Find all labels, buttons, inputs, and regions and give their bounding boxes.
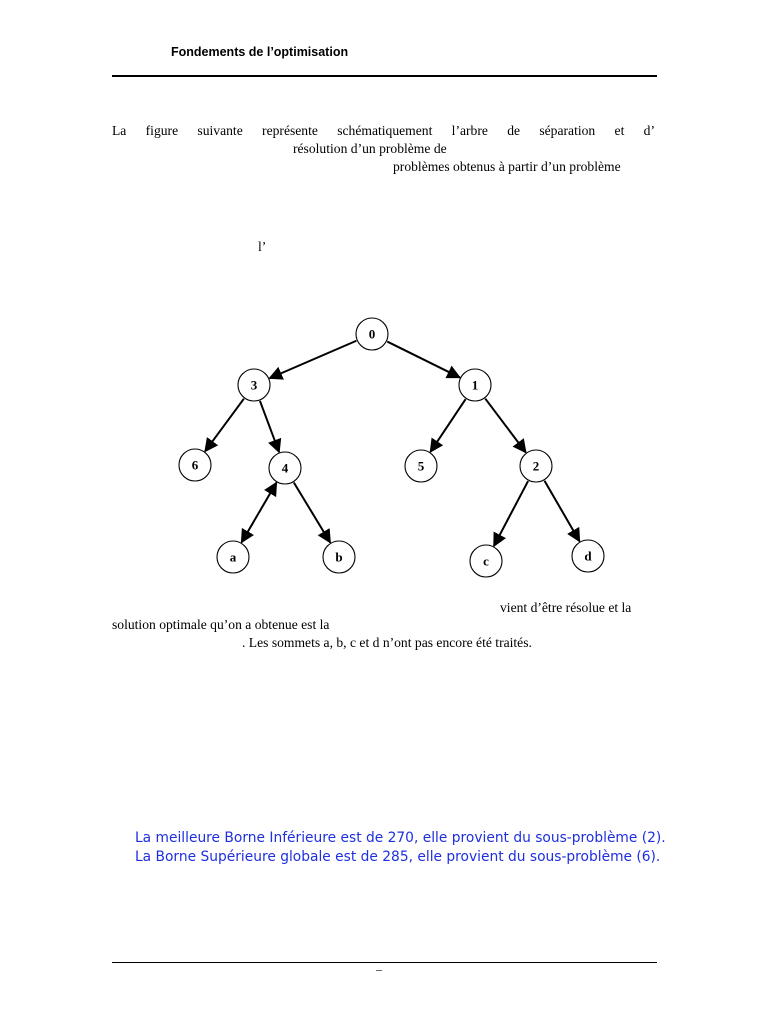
- tree-node-label: 3: [250, 377, 258, 393]
- status-line-1: vient d’être résolue et la: [500, 600, 632, 615]
- tree-edge-1-5: [430, 399, 465, 452]
- tree-edge-4-b: [294, 483, 330, 543]
- answer-line-2: La Borne Supérieure globale est de 285, elle provient du sous-problème (6).: [135, 849, 661, 865]
- tree-node-4: [269, 452, 301, 484]
- tree-edge-2-c: [494, 481, 528, 546]
- header-title: Fondements de l’optimisation: [171, 45, 349, 59]
- intro-line-1: La figure suivante représente schématiquement l’arbre de séparation et d’: [112, 123, 655, 138]
- tree-node-c: [470, 545, 502, 577]
- tree-edge-0-1: [387, 342, 460, 378]
- tree-node-label: 1: [471, 377, 479, 393]
- tree-edge-0-3: [270, 341, 357, 379]
- tree-edge-3-4: [260, 401, 279, 452]
- tree-node-label: 0: [368, 326, 376, 342]
- tree-node-label: 6: [191, 457, 199, 473]
- tree-node-2: [520, 450, 552, 482]
- tree-edge-3-6: [205, 399, 244, 452]
- tree-node-3: [238, 369, 270, 401]
- tree-node-label: d: [584, 548, 592, 564]
- tree-node-5: [405, 450, 437, 482]
- status-line-3: . Les sommets a, b, c et d n’ont pas encore été traités.: [242, 635, 532, 650]
- tree-node-0: [356, 318, 388, 350]
- answer-line-1: La meilleure Borne Inférieure est de 270, elle provient du sous-problème (2).: [135, 830, 666, 846]
- tree-node-label: 5: [417, 458, 425, 474]
- tree-node-label: a: [229, 549, 237, 565]
- tree-node-b: [323, 541, 355, 573]
- status-line-2: solution optimale qu’on a obtenue est la: [112, 617, 330, 632]
- tree-node-label: c: [483, 553, 489, 569]
- page-number-mark: –: [376, 962, 382, 976]
- tree-node-label: 4: [281, 460, 289, 476]
- intro-line-2: résolution d’un problème de: [293, 141, 447, 156]
- tree-edge-2-d: [545, 481, 580, 542]
- intro-line-3: problèmes obtenus à partir d’un problème: [393, 159, 621, 174]
- tree-node-1: [459, 369, 491, 401]
- tree-node-label: b: [335, 549, 343, 565]
- footer-rule: [112, 962, 657, 963]
- tree-edge-a-4: [242, 483, 277, 543]
- tree-edge-1-2: [485, 399, 526, 453]
- tree-node-a: [217, 541, 249, 573]
- tree-node-6: [179, 449, 211, 481]
- tree-node-d: [572, 540, 604, 572]
- tree-node-label: 2: [532, 458, 540, 474]
- intro-line-4: l’: [258, 239, 267, 254]
